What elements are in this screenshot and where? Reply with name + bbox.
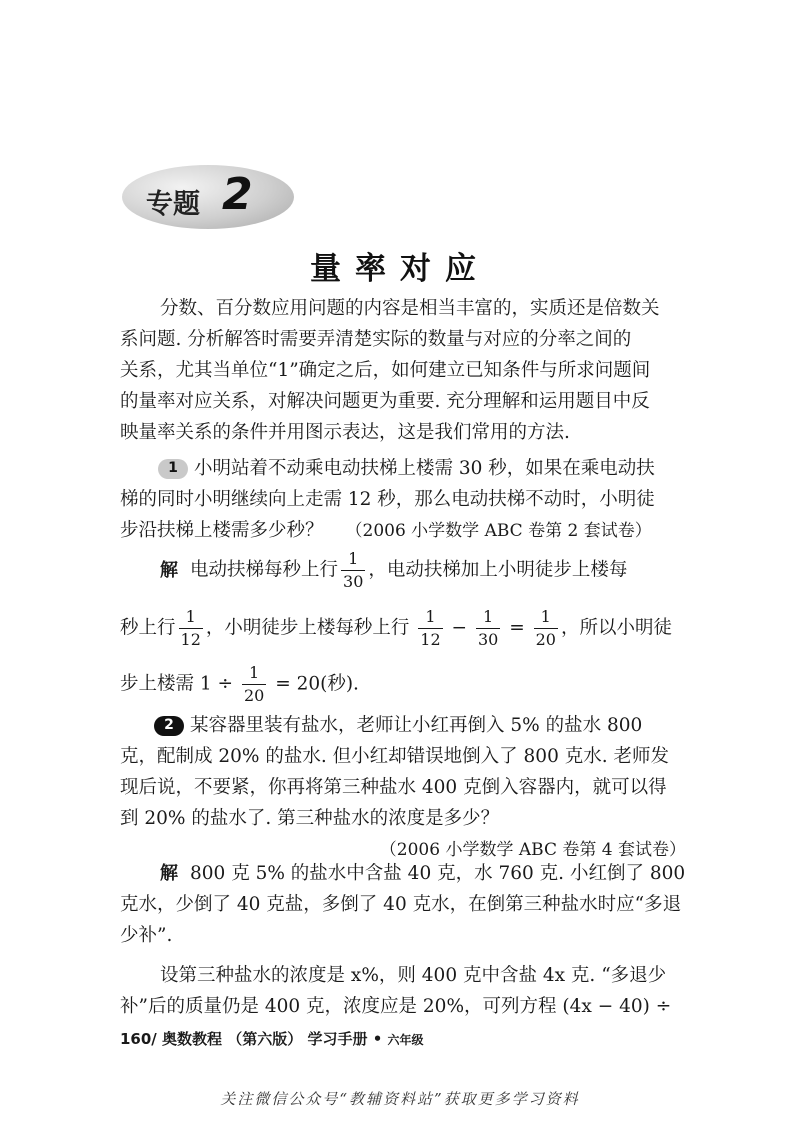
grade-label: 六年级 xyxy=(387,1033,424,1047)
problem-2-line: 2 某容器里装有盐水，老师让小红再倒入 5% 的盐水 800 xyxy=(120,710,686,741)
solution-2 xyxy=(120,858,686,1022)
book-title: 奥数教程 （第六版） 学习手册 • xyxy=(162,1030,383,1048)
page-footer xyxy=(120,1028,424,1049)
solution-label: 解 xyxy=(160,559,178,581)
fraction-1-30-b: $\frac{1}{30}$ xyxy=(477,607,499,649)
problem-1-line: 梯的同时小明继续向上走需 12 秒，那么电动扶梯不动时，小明徒 xyxy=(120,489,655,510)
solution-2-line: 设第三种盐水的浓度是 x%，则 400 克中含盐 4x 克. “多退少 xyxy=(160,965,667,986)
topic-badge xyxy=(122,165,297,235)
problem-2-line: 现后说，不要紧，你再将第三种盐水 400 克倒入容器内，就可以得 xyxy=(120,777,667,798)
problem-2-line: 克，配制成 20% 的盐水. 但小红却错误地倒入了 800 克水. 老师发 xyxy=(120,746,669,767)
minus-sign: − xyxy=(451,617,468,639)
topic-label: 专题 xyxy=(146,189,200,220)
watermark-text: 关注微信公众号“教辅资料站”获取更多学习资料 xyxy=(220,1090,580,1108)
intro-line: 的量率对应关系，对解决问题更为重要. 充分理解和运用题目中反 xyxy=(120,391,650,412)
equals-sign: = xyxy=(509,617,525,639)
problem-1-source: （2006 小学数学 ABC 卷第 2 套试卷） xyxy=(345,521,652,541)
fraction-1-20: $\frac{1}{20}$ xyxy=(535,607,556,649)
intro-line: 系问题. 分析解答时需要弄清楚实际的数量与对应的分率之间的 xyxy=(120,329,632,350)
solution-1-line-2: 秒上行 $\frac{1}{12}$ ，小明徒步上楼每秒上行 $\frac{1}{12}$ − $\frac{1}{30}$ = $\frac{1}{20}$ ，所以小明徒 xyxy=(120,607,672,649)
solution-2-line: 少补”. xyxy=(120,925,173,946)
problem-2-line: 到 20% 的盐水了. 第三种盐水的浓度是多少？ xyxy=(120,808,500,829)
problem-1 xyxy=(120,453,686,547)
problem-1-line: 1 小明站着不动乘电动扶梯上楼需 30 秒，如果在乘电动扶 xyxy=(120,453,686,484)
fraction-1-12: $\frac{1}{12}$ xyxy=(180,607,201,649)
fraction-1-12-b: $\frac{1}{12}$ xyxy=(420,607,441,649)
solution-1-line-1: 解 电动扶梯每秒上行 $\frac{1}{30}$ ，电动扶梯加上小明徒步上楼每 xyxy=(160,549,628,591)
fraction-1-30: $\frac{1}{30}$ xyxy=(343,549,364,591)
solution-1-line-3: 步上楼需 1 ÷ $\frac{1}{20}$ = 20(秒). xyxy=(120,663,359,705)
intro-line: 分数、百分数应用问题的内容是相当丰富的，实质还是倍数关 xyxy=(160,298,660,319)
problem-number-badge: 2 xyxy=(154,716,184,736)
problem-1-line: 步沿扶梯上楼需多少秒？ （2006 小学数学 ABC 卷第 2 套试卷） xyxy=(120,520,652,541)
fraction-1-20-b: $\frac{1}{20}$ xyxy=(243,663,265,705)
solution-2-line: 补”后的质量仍是 400 克，浓度应是 20%，可列方程 (4x − 40) ÷ xyxy=(120,996,672,1017)
page-number: 160/ xyxy=(120,1030,157,1048)
problem-2-source: （2006 小学数学 ABC 卷第 4 套试卷） xyxy=(379,840,686,860)
solution-2-line: 克水，少倒了 40 克盐，多倒了 40 克水，在倒第三种盐水时应“多退 xyxy=(120,894,682,915)
solution-2-line: 解 800 克 5% 的盐水中含盐 40 克，水 760 克. 小红倒了 800 xyxy=(160,863,686,884)
problem-number-badge: 1 xyxy=(158,459,188,479)
intro-line: 映量率关系的条件并用图示表达，这是我们常用的方法. xyxy=(120,422,570,443)
solution-label: 解 xyxy=(160,863,178,884)
page-title: 量率对应 xyxy=(310,251,490,287)
intro-paragraph xyxy=(120,293,686,448)
topic-number: 2 xyxy=(222,169,253,220)
problem-2 xyxy=(120,710,686,866)
intro-line: 关系，尤其当单位“1”确定之后，如何建立已知条件与所求问题间 xyxy=(120,360,651,381)
